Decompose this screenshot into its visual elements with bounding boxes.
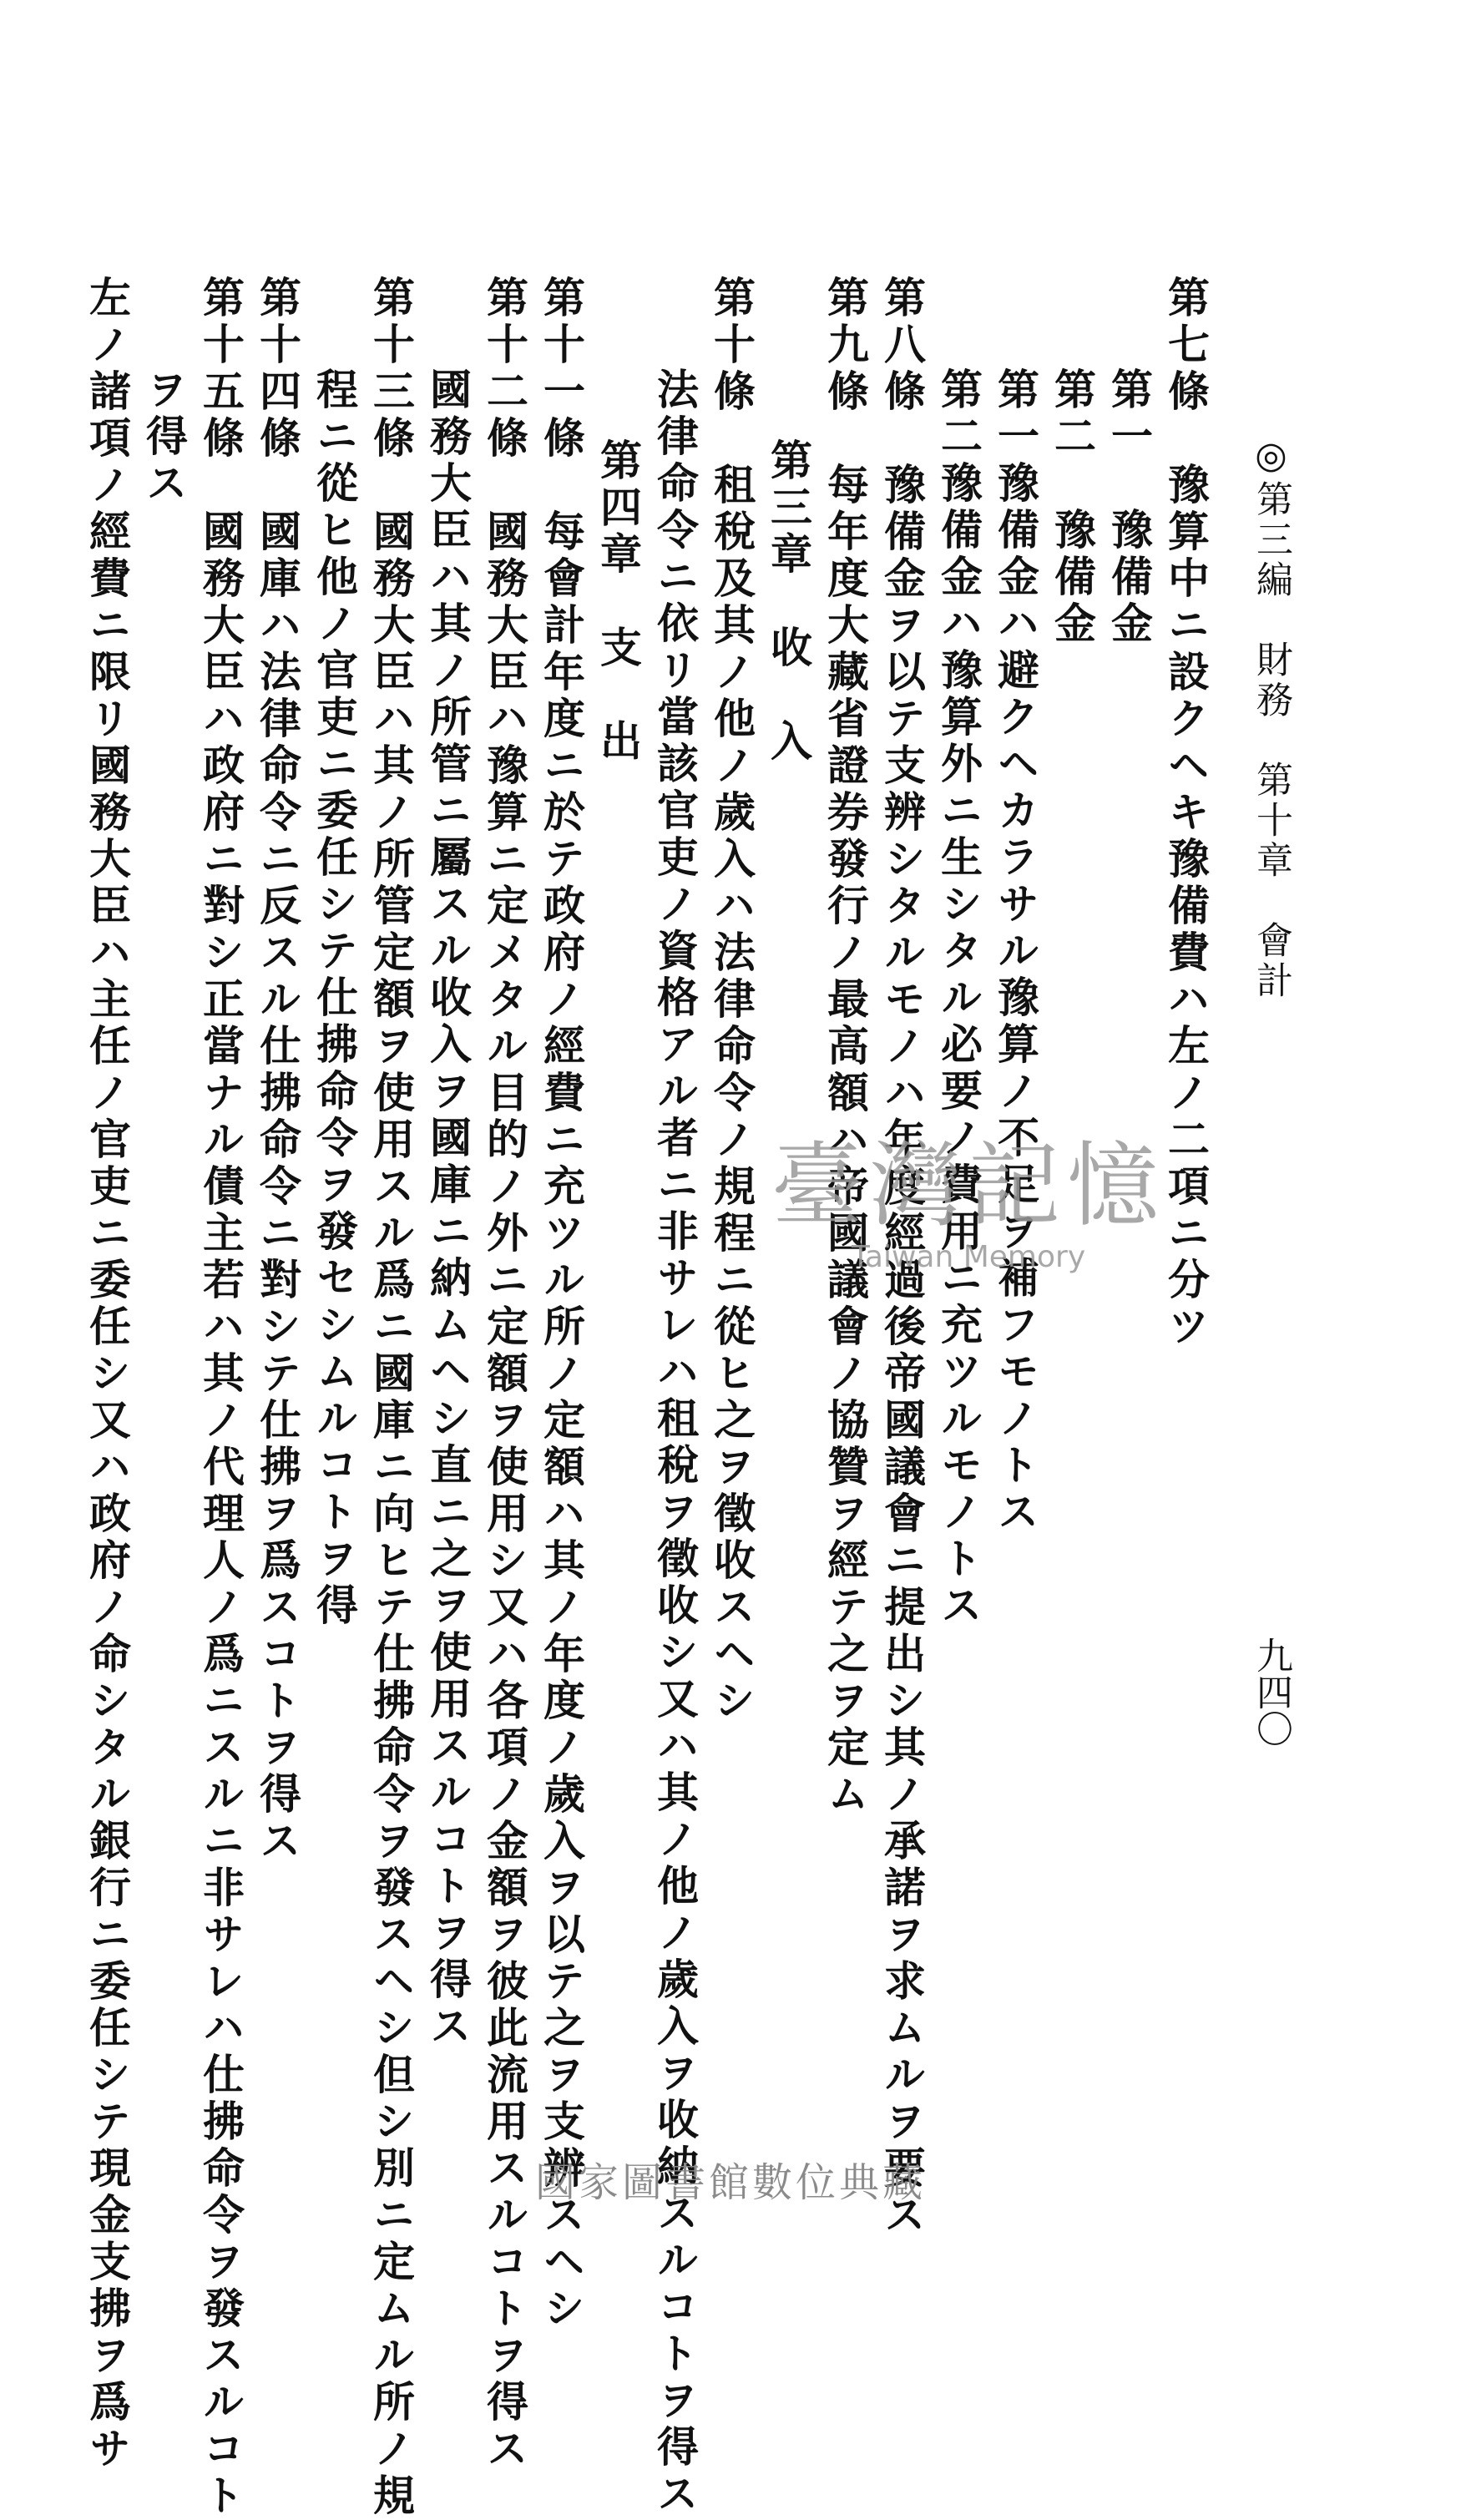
text-column: ヲ得ス bbox=[139, 367, 189, 508]
text-column: 第七條 豫算中ニ設クヘキ豫備費ハ左ノ二項ニ分ツ bbox=[1161, 276, 1211, 1351]
chapter-heading: 第三章 收 入 bbox=[764, 438, 813, 766]
text-column: 第十二條 國務大臣ハ豫算ニ定メタル目的ノ外ニ定額ヲ使用シ又ハ各項ノ金額ヲ彼此流用スルコトヲ得ス bbox=[480, 276, 529, 2473]
watermark bbox=[735, 1132, 1202, 1274]
text-column: 第十一條 每會計年度ニ於テ政府ノ經費ニ充ツル所ノ定額ハ其ノ年度ノ歲入ヲ以テ之ヲ支辨スヘシ bbox=[537, 276, 586, 2333]
text-column: 國務大臣ハ其ノ所管ニ屬スル收入ヲ國庫ニ納ムヘシ直ニ之ヲ使用スルコトヲ得ス bbox=[423, 367, 473, 2051]
text-column: 法律命令ニ依リ當該官吏ノ資格アル者ニ非サレハ租稅ヲ徵收シ又ハ其ノ他ノ歲入ヲ收納スルコトヲ得ス bbox=[650, 367, 700, 2518]
text-column: 程ニ從ヒ他ノ官吏ニ委任シテ仕拂命令ヲ發セシムルコトヲ得 bbox=[310, 367, 359, 1630]
text-column: 第十四條 國庫ハ法律命令ニ反スル仕拂命令ニ對シテ仕拂ヲ爲スコトヲ得ス bbox=[253, 276, 302, 1865]
running-head: ◎第三編 財務 第十章 會計 bbox=[1250, 434, 1292, 1001]
text-column: 第十條 租稅及其ノ他ノ歲入ハ法律命令ノ規程ニ從ヒ之ヲ徵收スヘシ bbox=[707, 276, 756, 1725]
text-column: 第九條 每年度大藏省證券發行ノ最高額ハ帝國議會ノ協贊ヲ經テ之ヲ定ム bbox=[821, 276, 870, 1819]
footer-credit: 國家圖書館數位典藏 bbox=[534, 2159, 926, 2206]
watermark-english: Taiwan Memory bbox=[851, 1240, 1086, 1274]
text-column: 第十三條 國務大臣ハ其ノ所管定額ヲ使用スル爲ニ國庫ニ向ヒテ仕拂命令ヲ發スヘシ但シ別ニ定ムル所ノ規 bbox=[367, 276, 416, 2520]
text-column: 第一 豫備金 bbox=[1105, 367, 1154, 648]
text-column: 第一豫備金ハ避クヘカラサル豫算ノ不足ヲ補フモノトス bbox=[991, 367, 1040, 1536]
text-column: 左ノ諸項ノ經費ニ限リ國務大臣ハ主任ノ官吏ニ委任シ又ハ政府ノ命シタル銀行ニ委任シテ現金支拂ヲ爲サ bbox=[83, 276, 132, 2473]
text-column: 第八條 豫備金ヲ以テ支辨シタルモノハ年度經過後帝國議會ニ提出シ其ノ承諾ヲ求ムルヲ要ス bbox=[877, 276, 927, 2239]
text-column: 第十五條 國務大臣ハ政府ニ對シ正當ナル債主若ハ其ノ代理人ノ爲ニスルニ非サレハ仕拂命令ヲ發スルコト bbox=[196, 276, 245, 2520]
watermark-chinese: 臺灣記憶 bbox=[771, 1132, 1165, 1239]
text-column: 第二豫備金ハ豫算外ニ生シタル必要ノ費用ニ充ツルモノトス bbox=[934, 367, 983, 1630]
page-number: 九四〇 bbox=[1250, 1637, 1292, 1747]
chapter-heading: 第四章 支 出 bbox=[594, 438, 643, 766]
text-column: 第二 豫備金 bbox=[1048, 367, 1097, 648]
